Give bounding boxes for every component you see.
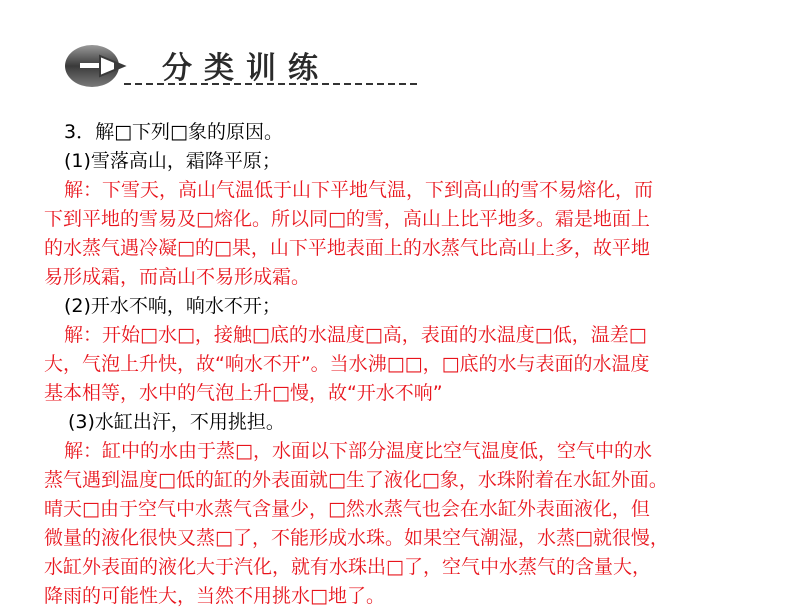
section-title: 分类训练	[162, 51, 330, 86]
answer-line: 的水蒸气遇冷凝□的□果，山下平地表面上的水蒸气比高山上多，故平地	[44, 237, 650, 259]
answer-line: 蒸气遇到温度□低的缸的外表面就□生了液化□象，水珠附着在水缸外面。	[44, 469, 668, 491]
question-line: 3．解□下列□象的原因。	[64, 121, 283, 143]
answer-line: 下到平地的雪易及□熔化。所以同□的雪，高山上比平地多。霜是地面上	[44, 208, 650, 230]
answer-line: 晴天□由于空气中水蒸气含量少，□然水蒸气也会在水缸外表面液化，但	[44, 498, 650, 520]
question-line: (1)雪落高山，霜降平原；	[64, 150, 281, 172]
answer-line: 水缸外表面的液化大于汽化，就有水珠出□了，空气中水蒸气的含量大，	[44, 556, 651, 578]
question-line: (3)水缸出汗，不用挑担。	[68, 411, 285, 433]
answer-line: 降雨的可能性大，当然不用挑水□地了。	[44, 585, 385, 607]
exercise-text	[44, 118, 764, 611]
answer-line: 解：缸中的水由于蒸□，水面以下部分温度比空气温度低，空气中的水	[64, 440, 652, 462]
answer-line: 易形成霜，而高山不易形成霜。	[44, 266, 311, 288]
answer-line: 基本相等，水中的气泡上升□慢，故“开水不响”	[44, 382, 443, 404]
answer-line: 微量的液化很快又蒸□了，不能形成水珠。如果空气潮湿，水蒸□就很慢，	[44, 527, 669, 549]
question-line: (2)开水不响，响水不开；	[64, 295, 281, 317]
section-header	[62, 38, 422, 98]
answer-line: 大，气泡上升快，故“响水不开”。当水沸□□，□底的水与表面的水温度	[44, 353, 650, 375]
answer-line: 解：下雪天，高山气温低于山下平地气温，下到高山的雪不易熔化，而	[64, 179, 654, 201]
answer-line: 解：开始□水□，接触□底的水温度□高，表面的水温度□低，温差□	[64, 324, 647, 346]
